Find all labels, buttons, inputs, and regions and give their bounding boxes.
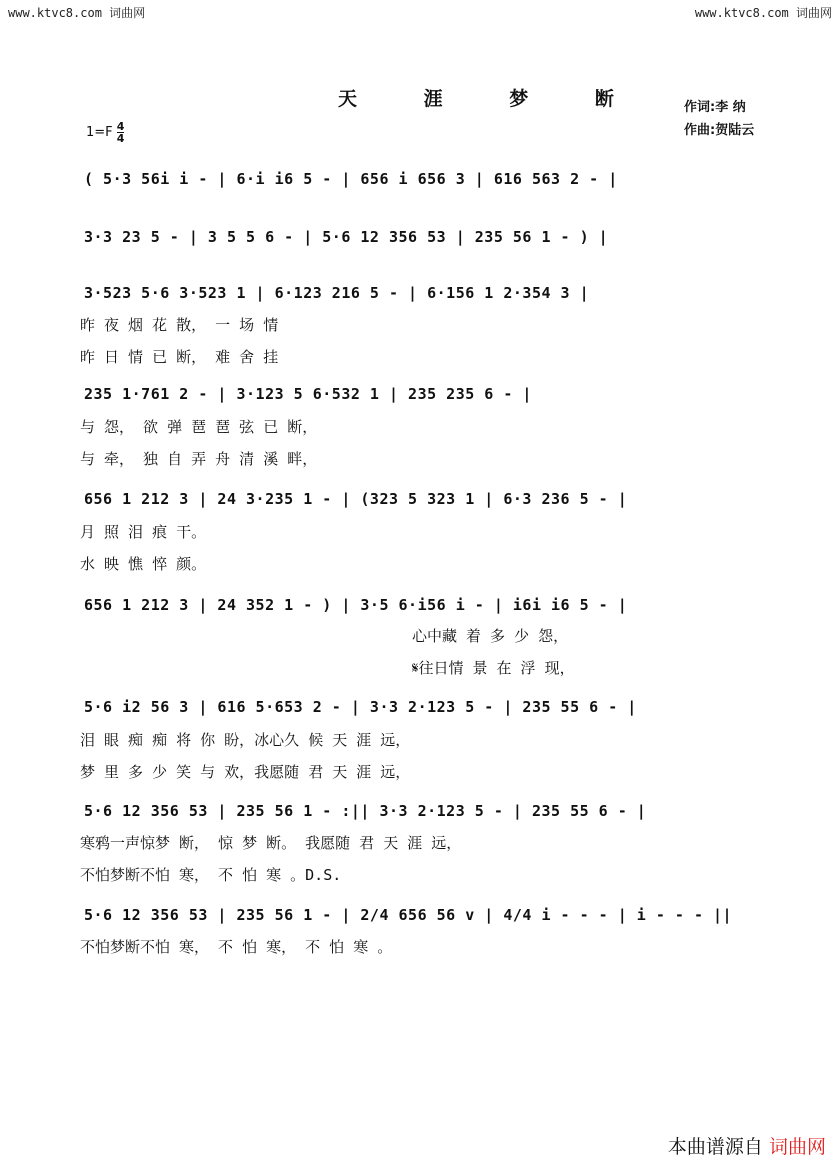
watermark-right: www.ktvc8.com 词曲网 xyxy=(694,6,832,20)
score-row-2: 3·3 23 5 - | 3 5 5 6 - | 5·6 12 356 53 | 235 56 1 - ) | xyxy=(84,228,609,246)
lyric-row-8-verse-1: 寒鸦一声惊梦 断， 惊 梦 断。 我愿随 君 天 涯 远， xyxy=(80,834,462,852)
lyric-row-5-verse-2: 水 映 憔 悴 颜。 xyxy=(80,555,207,573)
lyric-row-5-verse-1: 月 照 泪 痕 干。 xyxy=(80,523,207,541)
score-row-4: 235 1·761 2 - | 3·123 5 6·532 1 | 235 235 6 - | xyxy=(84,385,532,403)
lyric-row-7-verse-2: 梦 里 多 少 笑 与 欢，我愿随 君 天 涯 远， xyxy=(80,763,411,781)
score-row-1: ( 5·3 56i i - | 6·i i6 5 - | 656 i 656 3 | 616 563 2 - | xyxy=(84,170,618,188)
score-row-6: 656 1 212 3 | 24 352 1 - ) | 3·5 6·i56 i - | i6i i6 5 - | xyxy=(84,596,628,614)
score-row-5: 656 1 212 3 | 24 3·235 1 - | (323 5 323 1 | 6·3 236 5 - | xyxy=(84,490,628,508)
lyric-row-6-verse-1: 心中藏 着 多 少 怨， xyxy=(412,627,569,645)
lyricist-credit: 作词:李 纳 xyxy=(684,100,746,115)
lyric-row-6-verse-2: 𝄋往日情 景 在 浮 现， xyxy=(412,659,575,677)
footer-credit xyxy=(668,1132,826,1159)
time-bottom: 4 xyxy=(116,132,125,145)
key-signature xyxy=(86,121,124,144)
lyric-row-3-verse-1: 昨 夜 烟 花 散， 一 场 情 xyxy=(80,316,279,334)
watermark-left: www.ktvc8.com 词曲网 xyxy=(8,6,146,20)
score-row-8: 5·6 12 356 53 | 235 56 1 - :|| 3·3 2·123 5 - | 235 55 6 - | xyxy=(84,802,647,820)
lyric-row-4-verse-1: 与 怨， 欲 弹 琶 琶 弦 已 断， xyxy=(80,418,318,436)
time-signature xyxy=(117,121,125,144)
lyric-row-9-verse-1: 不怕梦断不怕 寒， 不 怕 寒， 不 怕 寒 。 xyxy=(80,938,393,956)
footer-brand[interactable]: 词曲网 xyxy=(768,1136,826,1158)
footer-text: 本曲谱源自 xyxy=(667,1136,763,1158)
composer-credit: 作曲:贺陆云 xyxy=(684,123,755,138)
score-row-7: 5·6 i2 56 3 | 616 5·653 2 - | 3·3 2·123 5 - | 235 55 6 - | xyxy=(84,698,637,716)
time-top: 4 xyxy=(116,120,125,133)
song-title: 天 涯 梦 断 xyxy=(338,88,644,110)
lyric-row-7-verse-1: 泪 眼 痴 痴 将 你 盼，冰心久 候 天 涯 远， xyxy=(80,731,411,749)
lyric-row-4-verse-2: 与 牵， 独 自 弄 舟 清 溪 畔， xyxy=(80,450,318,468)
lyric-row-8-verse-2: 不怕梦断不怕 寒， 不 怕 寒 。D.S. xyxy=(80,866,342,884)
key-label: 1=F xyxy=(86,125,113,140)
lyric-row-3-verse-2: 昨 日 情 已 断， 难 舍 挂 xyxy=(80,348,279,366)
score-row-9: 5·6 12 356 53 | 235 56 1 - | 2/4 656 56 v | 4/4 i - - - | i - - - || xyxy=(84,906,733,924)
score-row-3: 3·523 5·6 3·523 1 | 6·123 216 5 - | 6·156 1 2·354 3 | xyxy=(84,284,590,302)
